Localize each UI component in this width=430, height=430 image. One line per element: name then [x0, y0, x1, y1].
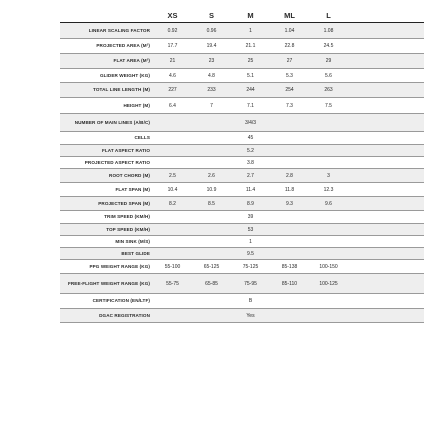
- table-row: [60, 248, 424, 260]
- row-value: 17.7: [167, 43, 178, 49]
- row-shared-value: 53: [247, 226, 254, 233]
- row-value: 4.6: [169, 72, 176, 79]
- row-value: 1: [249, 27, 252, 34]
- table-row: [60, 69, 424, 83]
- row-value: 0.92: [167, 27, 178, 34]
- table-row: [60, 98, 424, 114]
- table-row: [60, 114, 424, 132]
- row-value: 2.8: [286, 172, 293, 179]
- row-value: 11.8: [284, 186, 295, 193]
- row-label: FLAT ASPECT RATIO: [101, 147, 150, 153]
- size-header-l: L: [326, 10, 331, 20]
- table-row: [60, 157, 424, 169]
- row-value: 233: [207, 87, 216, 93]
- row-value: 254: [285, 87, 294, 93]
- row-value: 23: [208, 58, 215, 64]
- table-row: [60, 197, 424, 211]
- row-label: FLAT SPAN (M): [115, 186, 150, 192]
- row-shared-value: 3.8: [247, 159, 254, 166]
- row-shared-value: B: [248, 298, 253, 304]
- row-label: PROJECTED AREA (M²): [96, 43, 150, 49]
- row-label: DGAC REGISTRATION: [99, 312, 150, 318]
- row-value: 5.3: [286, 72, 293, 79]
- row-value: 10.4: [167, 186, 178, 193]
- table-row: [60, 294, 424, 309]
- row-value: 19.4: [206, 43, 217, 49]
- row-value: 227: [168, 87, 177, 93]
- row-value: 75-125: [242, 263, 259, 270]
- row-label: TRIM SPEED (KM/H): [104, 214, 150, 220]
- row-value: 8.9: [247, 200, 254, 207]
- row-value: 1.08: [323, 27, 334, 34]
- row-value: 55-75: [166, 280, 179, 287]
- row-value: 75-95: [244, 280, 257, 287]
- table-row: [60, 211, 424, 224]
- size-header-xs: XS: [167, 10, 178, 20]
- row-shared-value: 1: [249, 238, 252, 245]
- row-value: 22.8: [284, 43, 295, 49]
- row-value: 24.5: [323, 43, 334, 49]
- row-value: 7.5: [325, 102, 332, 109]
- table-row: [60, 54, 424, 69]
- table-row: [60, 274, 424, 294]
- row-label: BEST GLIDE: [121, 250, 150, 256]
- row-value: 2.6: [208, 172, 215, 179]
- table-row: [60, 39, 424, 54]
- table-row: [60, 309, 424, 323]
- row-label: FLAT AREA (M²): [113, 58, 150, 64]
- row-value: 244: [246, 87, 255, 93]
- row-value: 85-110: [281, 280, 298, 287]
- size-header-s: S: [208, 10, 214, 20]
- row-value: 10.9: [206, 186, 217, 193]
- row-shared-value: 3/4/3: [244, 119, 257, 126]
- table-row: [60, 145, 424, 157]
- size-header-row: [60, 8, 424, 23]
- table-row: [60, 224, 424, 236]
- table-row: [60, 183, 424, 197]
- row-shared-value: 45: [247, 135, 254, 141]
- row-label: PPG WEIGHT RANGE (KG): [89, 263, 150, 269]
- table-row: [60, 132, 424, 145]
- row-shared-value: 5.2: [247, 147, 254, 154]
- row-value: 85-138: [281, 263, 298, 270]
- row-value: 12.3: [323, 186, 334, 193]
- row-value: 0.96: [206, 27, 217, 34]
- table-row: [60, 169, 424, 183]
- row-label: HEIGHT (M): [123, 102, 150, 108]
- row-shared-value: Yes: [246, 312, 255, 319]
- row-value: 263: [324, 87, 333, 93]
- row-label: CELLS: [134, 135, 150, 141]
- row-value: 6.4: [169, 102, 176, 109]
- row-value: 5.1: [247, 72, 254, 79]
- table-body: [60, 23, 424, 323]
- row-value: 11.4: [245, 186, 256, 193]
- row-shared-value: 39: [247, 214, 254, 220]
- size-header-m: M: [247, 10, 254, 20]
- row-value: 8.2: [169, 200, 176, 207]
- size-header-ml: ML: [284, 10, 295, 20]
- row-value: 65-125: [203, 263, 220, 270]
- row-value: 2.7: [247, 172, 254, 179]
- row-value: 1.04: [284, 27, 295, 34]
- row-label: MIN SINK (M/S): [115, 238, 150, 244]
- row-value: 55-100: [164, 263, 181, 270]
- row-value: 7.3: [286, 102, 293, 109]
- row-value: 21: [169, 58, 176, 64]
- row-shared-value: 9.5: [247, 250, 254, 257]
- row-value: 3: [327, 172, 330, 179]
- row-value: 100-125: [319, 280, 338, 287]
- row-label: NUMBER OF MAIN LINES (A/B/C): [74, 119, 150, 125]
- row-label: PROJECTED ASPECT RATIO: [84, 159, 150, 165]
- row-label: TOP SPEED (KM/H): [106, 226, 150, 232]
- row-label: PROJECTED SPAN (M): [98, 200, 150, 206]
- table-row: [60, 23, 424, 39]
- row-value: 4.8: [208, 72, 215, 79]
- row-value: 5.6: [325, 72, 332, 79]
- table-row: [60, 260, 424, 274]
- row-label: CERTIFICATION (EN/LTF): [92, 298, 150, 304]
- specifications-table: [60, 8, 424, 323]
- row-label: TOTAL LINE LENGTH (M): [93, 87, 150, 93]
- row-value: 65-85: [205, 280, 218, 287]
- row-value: 9.3: [286, 200, 293, 207]
- row-label: ROOT CHORD (M): [109, 172, 150, 178]
- row-value: 2.5: [169, 172, 176, 179]
- row-label: GLIDER WEIGHT (KG): [99, 72, 150, 78]
- row-value: 7.1: [247, 102, 254, 109]
- table-row: [60, 236, 424, 248]
- row-value: 29: [325, 58, 332, 64]
- row-value: 9.6: [325, 200, 332, 207]
- row-value: 27: [286, 58, 293, 64]
- row-value: 21.1: [245, 43, 256, 49]
- row-value: 100-150: [319, 263, 338, 270]
- row-value: 7: [210, 102, 213, 109]
- row-value: 8.5: [208, 200, 215, 207]
- row-label: LINEAR SCALING FACTOR: [88, 27, 150, 33]
- row-label: FREE-FLIGHT WEIGHT RANGE (KG): [67, 280, 150, 286]
- row-value: 25: [247, 58, 254, 64]
- table-row: [60, 83, 424, 98]
